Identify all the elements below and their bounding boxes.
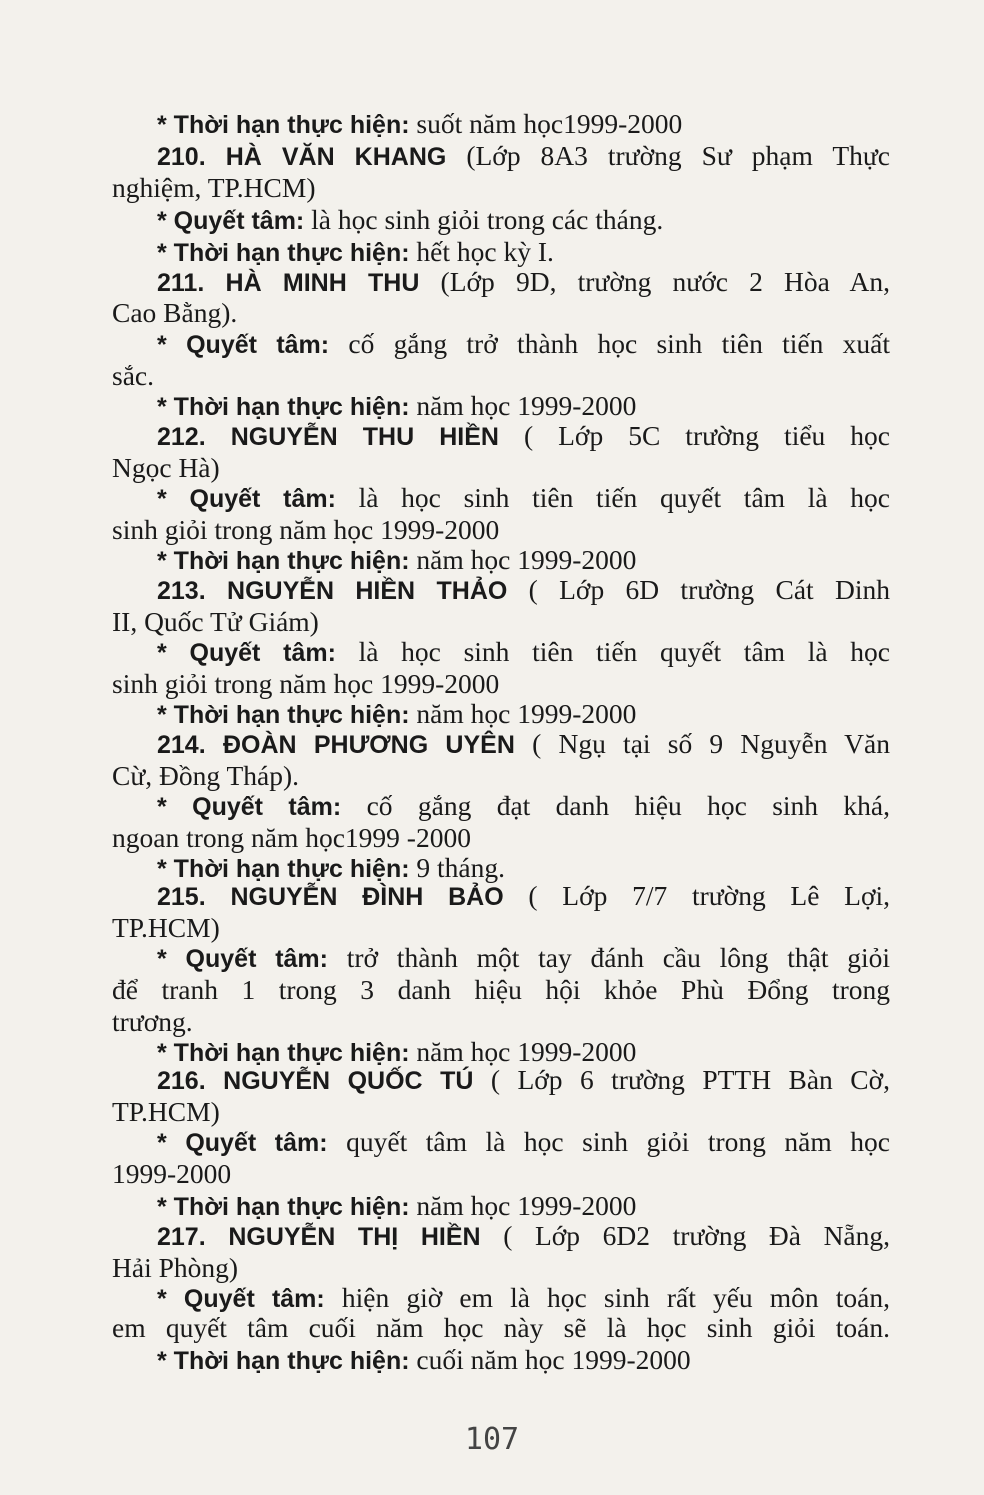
text-line: [112, 360, 154, 392]
text-line: [157, 636, 890, 669]
line-text: (Lớp 8A3 trường Sư phạm Thực: [446, 140, 890, 171]
line-text: ( Lớp 6 trường PTTH Bàn Cờ,: [473, 1064, 890, 1095]
text-line: [157, 140, 890, 173]
text-line: [112, 172, 315, 204]
text-line: [112, 668, 499, 700]
line-text: quyết tâm là học sinh giỏi trong năm học: [327, 1126, 890, 1157]
line-text: là học sinh giỏi trong các tháng.: [304, 204, 664, 235]
line-text: năm học 1999-2000: [409, 1190, 637, 1221]
text-line: [157, 390, 636, 423]
line-text: 9 tháng.: [409, 852, 506, 883]
line-label: * Quyết tâm:: [157, 639, 336, 667]
line-text: Hải Phòng): [112, 1252, 239, 1283]
line-label: * Thời hạn thực hiện:: [157, 855, 410, 883]
line-label: 213. NGUYỄN HIỀN THẢO: [157, 577, 508, 605]
text-line: [157, 1064, 890, 1097]
text-line: [112, 912, 220, 944]
page-number: 107: [464, 1422, 520, 1457]
line-label: 215. NGUYỄN ĐÌNH BẢO: [157, 883, 504, 911]
line-label: 216. NGUYỄN QUỐC TÚ: [157, 1067, 474, 1095]
text-line: [157, 236, 554, 269]
line-label: * Quyết tâm:: [157, 945, 328, 973]
text-line: [112, 1312, 890, 1344]
text-line: [112, 1158, 231, 1190]
line-label: 217. NGUYỄN THỊ HIỀN: [157, 1223, 481, 1251]
line-text: em quyết tâm cuối năm học này sẽ là học sinh giỏi toán.: [112, 1312, 890, 1343]
line-text: sinh giỏi trong năm học 1999-2000: [112, 668, 500, 699]
text-line: [157, 1282, 890, 1315]
text-line: [112, 974, 890, 1006]
text-line: [157, 880, 890, 913]
line-text: Ngọc Hà): [112, 452, 220, 483]
text-line: [112, 606, 319, 638]
line-label: * Quyết tâm:: [157, 331, 330, 359]
text-line: [112, 1252, 238, 1284]
line-text: là học sinh tiên tiến quyết tâm là học: [335, 482, 890, 513]
line-text: Cao Bằng).: [112, 297, 238, 328]
text-line: [157, 544, 636, 577]
line-text: 1999-2000: [112, 1158, 232, 1189]
line-text: Cừ, Đồng Tháp).: [112, 760, 300, 791]
line-label: * Quyết tâm:: [157, 1285, 325, 1313]
text-line: [157, 482, 890, 515]
line-label: * Quyết tâm:: [157, 485, 336, 513]
line-text: ( Lớp 6D trường Cát Dinh: [507, 574, 890, 605]
text-line: [157, 266, 890, 299]
text-line: [112, 822, 471, 854]
line-text: suốt năm học1999-2000: [409, 108, 683, 139]
line-label: * Thời hạn thực hiện:: [157, 111, 410, 139]
text-line: [157, 204, 663, 237]
line-text: cuối năm học 1999-2000: [409, 1344, 691, 1375]
line-text: nghiệm, TP.HCM): [112, 172, 316, 203]
text-line: [157, 420, 890, 453]
line-text: hiện giờ em là học sinh rất yếu môn toán,: [324, 1282, 890, 1313]
text-line: [112, 514, 499, 546]
line-text: cố gắng đạt danh hiệu học sinh khá,: [341, 790, 890, 821]
line-label: * Quyết tâm:: [157, 207, 305, 235]
line-text: ( Lớp 5C trường tiểu học: [498, 420, 891, 451]
text-line: [157, 108, 682, 141]
line-label: * Thời hạn thực hiện:: [157, 547, 410, 575]
line-text: năm học 1999-2000: [409, 698, 637, 729]
text-line: [157, 942, 890, 975]
line-label: 210. HÀ VĂN KHANG: [157, 143, 447, 171]
line-label: 211. HÀ MINH THU: [157, 269, 420, 297]
text-line: [157, 1190, 636, 1223]
line-text: để tranh 1 trong 3 danh hiệu hội khỏe Phù Đổng trong: [112, 974, 890, 1005]
line-text: năm học 1999-2000: [409, 1036, 637, 1067]
text-line: [157, 1126, 890, 1159]
text-line: [157, 328, 890, 361]
text-line: [157, 1344, 691, 1377]
line-text: năm học 1999-2000: [409, 390, 637, 421]
text-line: [157, 698, 636, 731]
line-text: (Lớp 9D, trường nước 2 Hòa An,: [419, 266, 890, 297]
line-label: * Thời hạn thực hiện:: [157, 239, 410, 267]
line-text: TP.HCM): [112, 1096, 220, 1127]
line-text: trương.: [112, 1006, 193, 1037]
line-label: * Thời hạn thực hiện:: [157, 1039, 410, 1067]
line-label: * Quyết tâm:: [157, 1129, 328, 1157]
line-label: * Thời hạn thực hiện:: [157, 1347, 410, 1375]
text-line: [112, 452, 220, 484]
text-line: [112, 297, 237, 329]
line-label: 214. ĐOÀN PHƯƠNG UYÊN: [157, 731, 515, 759]
text-line: [112, 760, 299, 792]
line-label: * Thời hạn thực hiện:: [157, 393, 410, 421]
line-text: ( Lớp 7/7 trường Lê Lợi,: [503, 880, 890, 911]
text-line: [112, 1096, 220, 1128]
line-label: 212. NGUYỄN THU HIỀN: [157, 423, 499, 451]
line-text: ( Ngụ tại số 9 Nguyễn Văn: [514, 728, 891, 759]
text-line: [112, 1006, 193, 1038]
line-text: II, Quốc Tử Giám): [112, 606, 319, 637]
line-text: ngoan trong năm học1999 -2000: [112, 822, 471, 853]
text-line: [157, 574, 890, 607]
line-text: là học sinh tiên tiến quyết tâm là học: [335, 636, 890, 667]
line-text: năm học 1999-2000: [409, 544, 637, 575]
line-text: ( Lớp 6D2 trường Đà Nẵng,: [480, 1220, 891, 1251]
line-text: trở thành một tay đánh cầu lông thật giỏi: [327, 942, 890, 973]
line-text: hết học kỳ I.: [409, 236, 554, 267]
text-line: [157, 1220, 890, 1253]
line-label: * Quyết tâm:: [157, 793, 342, 821]
line-label: * Thời hạn thực hiện:: [157, 1193, 410, 1221]
line-text: sắc.: [112, 360, 154, 391]
line-text: TP.HCM): [112, 912, 220, 943]
text-line: [157, 728, 890, 761]
line-text: cố gắng trở thành học sinh tiên tiến xuất: [329, 328, 890, 359]
text-line: [157, 790, 890, 823]
line-label: * Thời hạn thực hiện:: [157, 701, 410, 729]
line-text: sinh giỏi trong năm học 1999-2000: [112, 514, 500, 545]
